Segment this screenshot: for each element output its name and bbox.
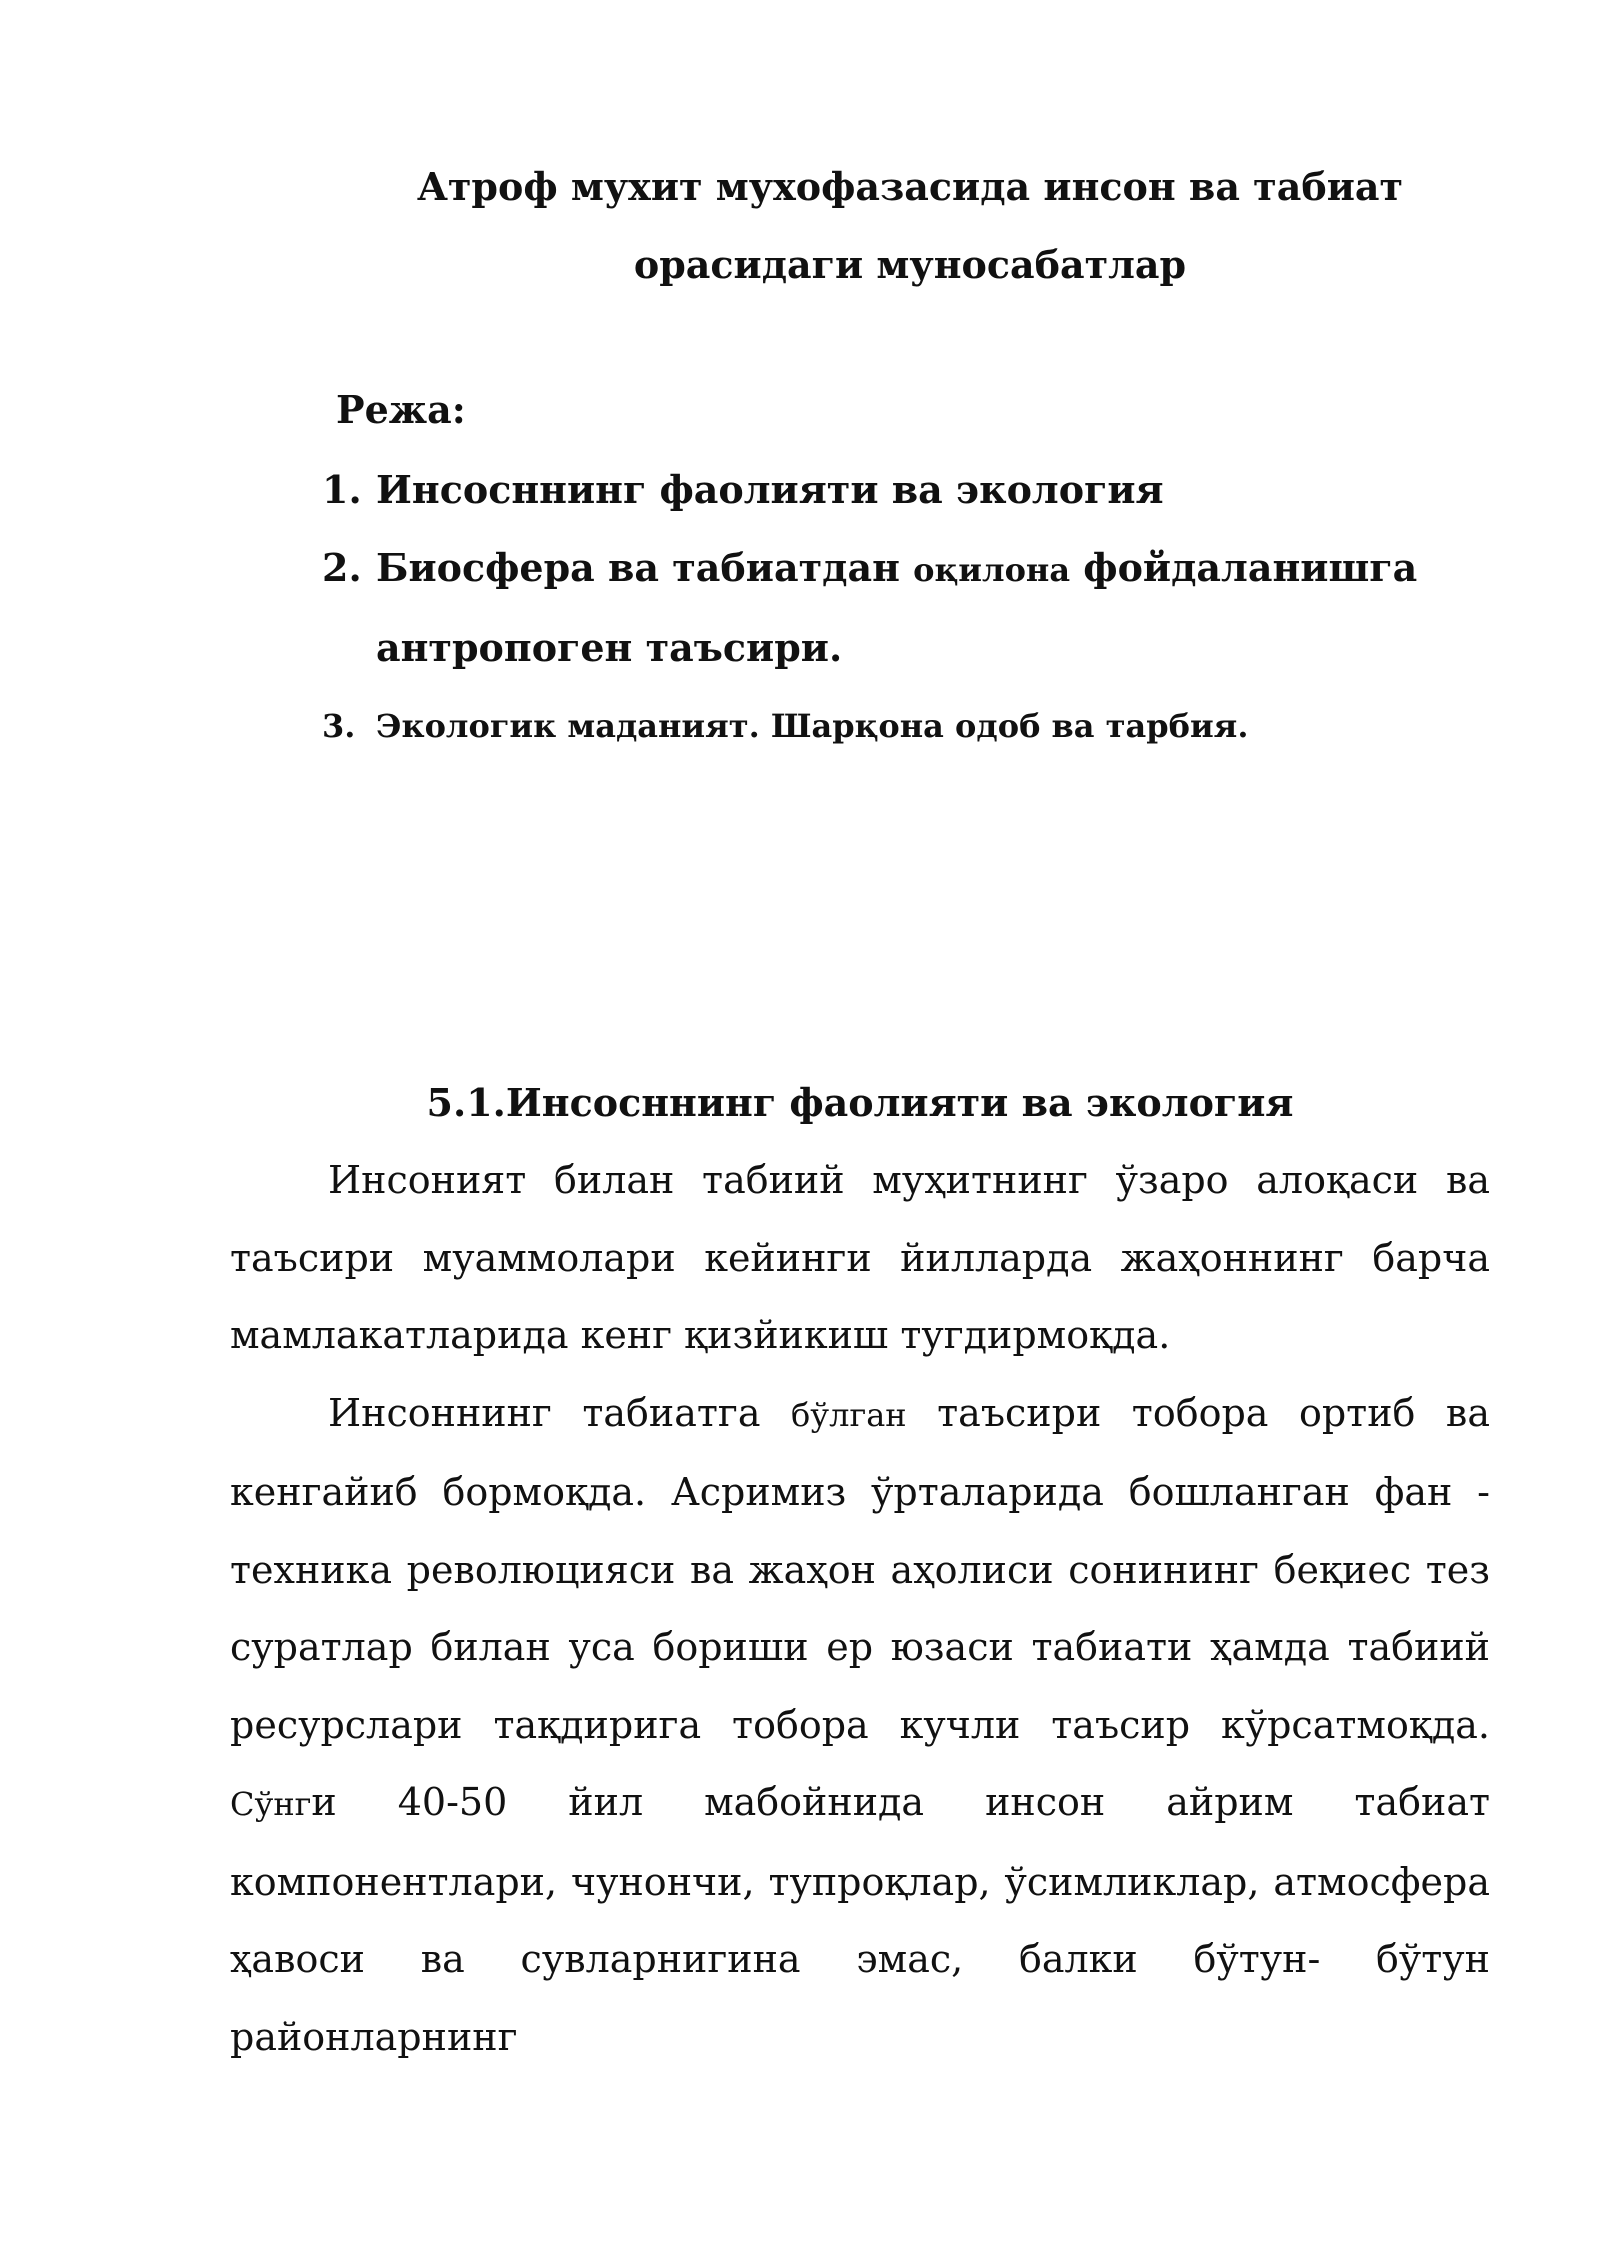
paragraph-text-part: бўлган xyxy=(791,1395,907,1434)
paragraph-text-part: Инсоннинг табиатга xyxy=(328,1390,792,1435)
plan-item-2 xyxy=(322,529,1462,687)
plan-item-3 xyxy=(322,687,1462,765)
plan-item-number: 1. xyxy=(322,467,362,512)
paragraph-2 xyxy=(230,1375,1490,2077)
plan-item-text-part: оқилона xyxy=(913,551,1071,589)
plan-item-text: Экологик маданият. Шарқона одоб ва тарбия. xyxy=(376,707,1249,745)
plan-item-1 xyxy=(322,451,1462,529)
plan-item-text-part: Биосфера ва табиатдан xyxy=(376,545,914,590)
paragraph-text-part: Сўнг xyxy=(230,1785,312,1823)
body-text xyxy=(230,1142,1490,2076)
plan-item-number: 2. xyxy=(322,545,362,590)
section-heading: 5.1.Инсосннинг фаолияти ва экология xyxy=(426,1080,1294,1125)
plan-label: Режа: xyxy=(336,387,466,432)
plan-item-text xyxy=(376,529,1462,687)
plan-item-number: 3. xyxy=(322,707,356,745)
paragraph-text-part: и 40-50 йил мабойнида инсон айрим табиат компонентлари, чунончи, тупроқлар, ўсимликлар, атмосфера ҳавоси ва сувларнигина эмас, балки бўтун- бўтун районларнинг xyxy=(230,1780,1490,2059)
page-title: Атроф мухит мухофазасида инсон ва табиат орасидаги муносабатлар xyxy=(416,164,1404,287)
paragraph-text-part: таъсири тобора ортиб ва кенгайиб бормоқда. Асримиз ўрталарида бошланган фан - техника революцияси ва жаҳон аҳолиси сонининг беқиес тез суратлар билан уса бориши ер юзаси табиати ҳамда табиий ресурслари тақдирига тобора кучли таъсир кўрсатмоқда. xyxy=(230,1390,1490,1747)
plan-item-text-part: фойдаланишга антропоген таъсири. xyxy=(376,545,1418,670)
paragraph-1: Инсоният билан табиий муҳитнинг ўзаро алоқаси ва таъсири муаммолари кейинги йилларда жаҳоннинг барча мамлакатларида кенг қизйикиш тугдирмоқда. xyxy=(230,1158,1490,1357)
plan-list xyxy=(322,451,1462,765)
plan-item-text: Инсосннинг фаолияти ва экология xyxy=(376,467,1164,512)
